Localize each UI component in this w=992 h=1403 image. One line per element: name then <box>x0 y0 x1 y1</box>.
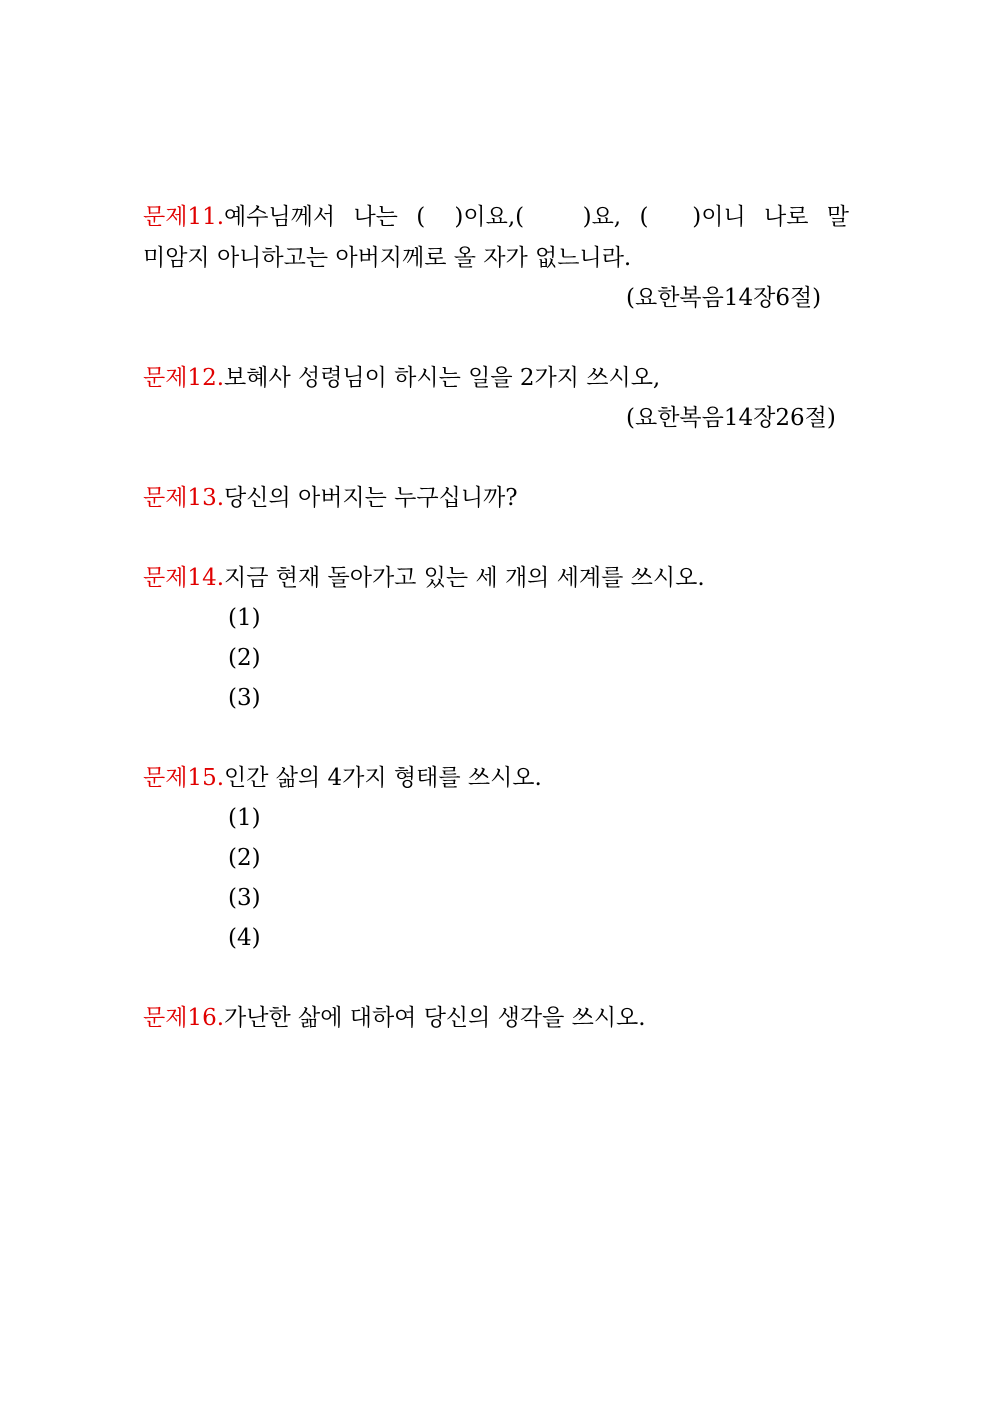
question-12 <box>143 363 660 393</box>
question-11-reference: (요한복음14장6절) <box>626 285 822 311</box>
question-15-item-2: (2) <box>228 845 261 871</box>
question-11-word-2: 나는 <box>353 204 398 230</box>
question-11-label: 문제11. <box>143 204 225 230</box>
question-15 <box>143 763 542 793</box>
question-13-label: 문제13. <box>143 485 225 511</box>
question-14-label: 문제14. <box>143 565 225 591</box>
question-16-label: 문제16. <box>143 1005 225 1031</box>
question-13-text: 당신의 아버지는 누구십니까? <box>224 485 518 511</box>
question-14-item-2: (2) <box>228 645 261 671</box>
question-12-label: 문제12. <box>143 365 225 391</box>
question-14-text: 지금 현재 돌아가고 있는 세 개의 세계를 쓰시오. <box>224 565 705 591</box>
question-11-line-1 <box>143 202 849 232</box>
question-15-item-4: (4) <box>228 925 261 951</box>
question-15-text: 인간 삶의 4가지 형태를 쓰시오. <box>224 765 542 791</box>
question-11-word-6: 말 <box>826 204 849 230</box>
question-14-item-1: (1) <box>228 605 261 631</box>
question-16 <box>143 1003 646 1033</box>
question-11-word-3: ( )이요,( )요, <box>416 204 622 230</box>
question-11-word-4: ( )이니 <box>639 204 746 230</box>
question-11-word-5: 나로 <box>764 204 809 230</box>
question-12-reference: (요한복음14장26절) <box>626 405 836 431</box>
question-11-first <box>143 202 335 232</box>
question-16-text: 가난한 삶에 대하여 당신의 생각을 쓰시오. <box>224 1005 646 1031</box>
question-15-item-1: (1) <box>228 805 261 831</box>
question-11-line-2: 미암지 아니하고는 아버지께로 올 자가 없느니라. <box>143 245 632 271</box>
question-14-item-3: (3) <box>228 685 261 711</box>
question-11-word-1: 예수님께서 <box>224 204 336 230</box>
question-15-label: 문제15. <box>143 765 225 791</box>
question-15-item-3: (3) <box>228 885 261 911</box>
question-12-text: 보혜사 성령님이 하시는 일을 2가지 쓰시오, <box>224 365 661 391</box>
question-14 <box>143 563 705 593</box>
question-13 <box>143 483 518 513</box>
